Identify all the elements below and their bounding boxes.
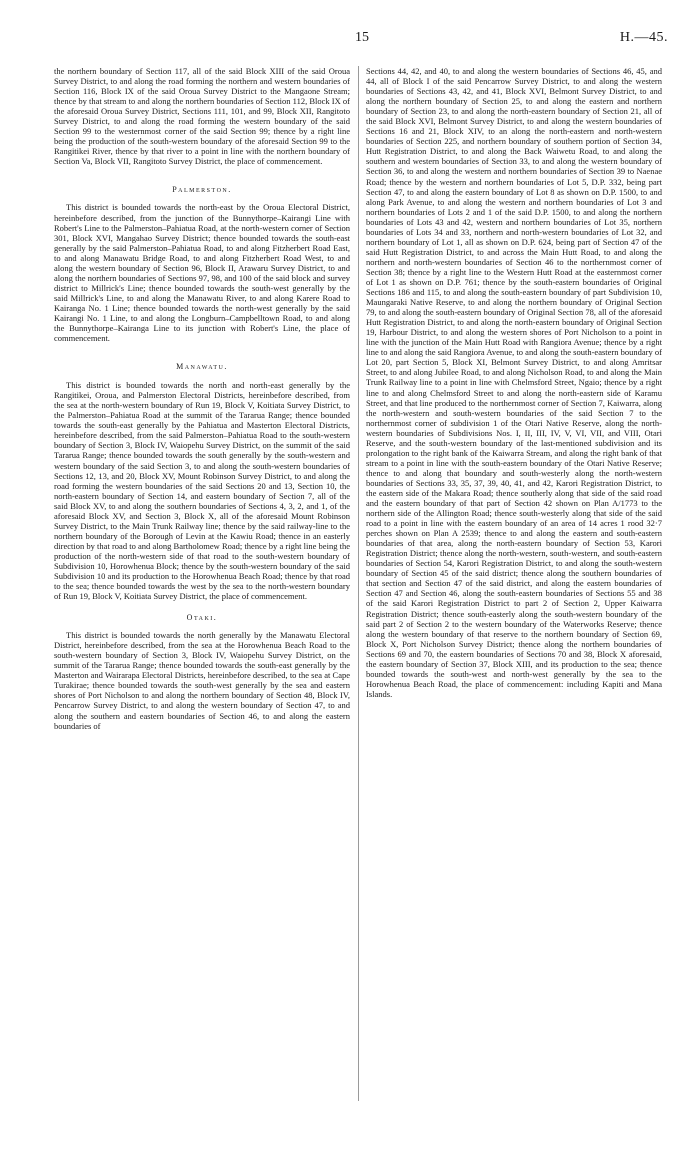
document-reference: H.—45. — [619, 30, 668, 45]
text-columns — [54, 66, 662, 1146]
palmerston-paragraph: This district is bounded towards the north-east by the Oroua Electoral District, hereinbefore described, from the junction of the Bunnythorpe–Kairangi Line with Robert's Line to the Palmerston–Pahiatua Road, at the north-western corner of Section 301, Block XVI, Mangahao Survey District; thence bounded towards the south-east generally by the said Palmerston–Pahiatua Road, to and along Fitzherbert Road East, to and along Manawatu Bridge Road, to and along Fitzherbert Road West, to and along the western boundary of Section 96, Block II, Arawaru Survey District, to and along the northern boundaries of Sections 97, 98, and 100 of the said block and survey district to Millrick's Line; thence bounded towards the south-west generally by the said Millrick's Line, to and along the Manawatu River, to and along Karere Road to Kairanga No. 1 Line; thence bounded towards the north-west generally by the said Kairangi No. 1 Line, to and along the Longburn–Campbelltown Road, to and along the Bunnythorpe–Kairanga Line to its junction with Robert's Line, the place of commencement. — [54, 202, 350, 344]
manawatu-heading: Manawatu. — [176, 362, 228, 372]
page-header — [0, 30, 700, 50]
page-number: 15 — [355, 30, 369, 45]
palmerston-heading: Palmerston. — [172, 185, 232, 195]
column-divider — [358, 66, 359, 1101]
otaki-heading: Otaki. — [186, 613, 218, 623]
left-column — [54, 66, 350, 731]
oroua-continuation-paragraph: the northern boundary of Section 117, all of the said Block XIII of the said Oroua Survey District, to and along the road forming the northern and western boundaries of Section 116, Block IX of the said Oroua Survey District to the Mangaone Stream; thence by that stream to and along the northern boundaries of Section 112, Block IX of the aforesaid Oroua Survey District, Sections 111, 101, and 99, Block XII, Rangitoto Survey District, to and along the road forming the western boundary of the said Section 99 to the westernmost corner of the said Section 99; thence by a right line being the production of the south-western boundary of the aforesaid Section 99 to the Rangitikei River, thence by that river to a point in line with the northern boundary of Section Va, Block VII, Rangitoto Survey District, the place of commencement. — [54, 66, 350, 167]
right-column — [366, 66, 662, 699]
otaki-continuation-paragraph: Sections 44, 42, and 40, to and along the western boundaries of Sections 46, 45, and 44, all of Block I of the said Pencarrow Survey District, to and along the western boundaries of Sections 43, 42, and 41, Block XVI, Belmont Survey District, to and along the northern boundary of Section 25, to and along the eastern and northern boundary of Section 23, to and along the north-eastern boundary of Section 21, all of the said Block XVI, Belmont Survey District, to and along the western boundaries of Sections 16 and 21, Block XIV, to an along the north-eastern and north-western boundaries of Section 225, and northern boundary of southern portion of Section 34, Hutt Registration District, to and along the Back Waiwetu Road, to and along the southern and western boundaries of Section 33, to and along the western boundary of Section 36, to and along the western and northern boundaries of Section 39 to Naenae Road; thence by the western and northern boundaries of Lot 5, D.P. 332, being part Section 47, to and along the eastern boundary of Lot 8 as shown on D.P. 1500, to and along Park Avenue, to and along the western and northern boundaries of Lot 3 and northern boundaries of Lots 2 and 1 of the said D.P. 1500, to and along the northern boundaries of Lots 43 and 42, western and northern boundaries of Lot 35, northern boundaries of Lots 34 and 33, northern and north-western boundaries of Lot 32, and northern boundary of Lot 1, all as shown on D.P. 624, being part of Section 47 of the said Hutt Registration District, to and across the Main Hutt Road, to and along the northern and north-western boundaries of Section 46 to the northernmost corner of Section 38; thence by a right line to the Western Hutt Road at the easternmost corner of Lot 1 as shown on D.P. 761; thence by the south-eastern boundaries of Original Sections 186 and 115, to and along the south-eastern boundary of part Subdivision 10, Maungaraki Native Reserve, to and along the northern boundary of Original Section 79, to and along the south-eastern boundary of Original Section 78, all of the aforesaid Hutt Registration District, to and along the north-eastern boundary of Original Section 19, Harbour District, to and along the western shores of Port Nicholson to a point in line with the junction of the Main Hutt Road with Rangiora Avenue; thence by a right line to and along the said Rangiora Avenue, to and along the south-eastern boundary of Lot 20, part Section 5, Block XI, Belmont Survey District, to and along Amritsar Street, to and along Jubilee Road, to and along Nicholson Road, to and along the Main Trunk Railway line to a point in line with Chelmsford Street, Ngaio; thence by a right line to and along Chelmsford Street to and along the north-eastern side of Karamu Street, and that line produced to the northernmost corner of Section 7, Kaiwarra, along the north-western and south-western boundaries of the said Section 7 to the northernmost corner of subdivision 1 of the Otari Native Reserve, along the north-western boundaries of Subdivisions Nos. I, II, III, IV, V, VI, VII, and VIII, Otari Reserve, and the south-western boundary of the last-mentioned subdivision and its prolongation to the right bank of the Kaiwarra Stream, and along the right bank of that stream to a point in line with the south-eastern boundary of the Otari Native Reserve; thence to and along that boundary and south-westerly along the north-western boundaries of Sections 33, 35, 37, 39, 40, 41, and 42, Karori Registration District, to the eastern side of the Makara Road; thence southerly along that side of the said road and the eastern boundary of that part of Section 42 shown on Plan A/1773 to the northern side of the Allington Road; thence south-westerly along that side of the said road to a point in line with the eastern boundary of an area of 14 acres 1 rood 32·7 perches shown on Plan A 2539; thence to and along the eastern and south-eastern boundaries of that area, along the north-eastern boundary of Section 53, Karori Registration District; thence along the north-western, south-western, and south-eastern boundaries of Section 54, Karori Registration District, to and along the south-western boundary of Section 45 of the said district; thence along the southern boundaries of that section and Section 47 of the said district, and along the eastern boundaries of Section 47 and Section 46, along the south-eastern boundaries of Sections 55 and 38 of the said Karori Registration District to part 2 of Section 2, Upper Kaiwarra Registration District; thence south-easterly along the south-western boundary of the said part 2 of Section 2 to the western boundary of the Waterworks Reserve; thence along the western boundary of that reserve to the northern boundary of Section 69, Block X, Port Nicholson Survey District; thence along the northern boundaries of Sections 69 and 70, the eastern boundaries of Sections 70 and 38, Block X aforesaid, the eastern boundary of Section 37, Block XIII, and its production to the sea; thence bounded towards the south-west and north-west generally by the sea to the Horowhenua Beach Road, the place of commencement: including Kapiti and Mana Islands. — [366, 66, 662, 699]
manawatu-paragraph: This district is bounded towards the north and north-east generally by the Rangitikei, Oroua, and Palmerston Electoral Districts, hereinbefore described, from the sea at the north-western boundary of Run 19, Block V, Koitiata Survey District, to the Palmerston–Pahiatua Road at the summit of the Tararua Range; thence bounded towards the south-east generally by the Pahiatua and Masterton Electoral Districts, hereinbefore described, from the said Palmerston–Pahiatua Road to the south-western boundary of Section 3, Block IV, Waiopehu Survey District, on the summit of the said Tararua Range; thence bounded towards the south generally by the south-western and western boundary of the said Section 3, to and along the south-western boundaries of Sections 12, 13, and 20, Block XV, Mount Robinson Survey District, to and along the road forming the western boundaries of the said Sections 20 and 13, Section 10, the north-eastern boundary of Section 14, and eastern boundary of Section 7, all of the said Block XV, to and along the southern boundaries of Sections 4, 3, 2, and 1, of the aforesaid Block XV, and Section 3, Block X, all of the aforesaid Mount Robinson Survey District, to the Main Trunk Railway line; thence by the said railway-line to the northern boundary of the Borough of Levin at the Kawiu Road; thence in an easterly direction by that road to and along Bartholomew Road; thence by a right line being the production of the north-western side of that road to the south-western boundary of Subdivision 10, Horowhenua Block; thence by the south-western boundary of the said Subdivision 10 and its production to the Horowhenua Beach Road; thence by that road to the sea; thence bounded towards the west by the sea to the north-western boundary of Run 19, Block V, Koitiata Survey District, the place of commencement. — [54, 380, 350, 602]
otaki-paragraph: This district is bounded towards the north generally by the Manawatu Electoral District, hereinbefore described, from the sea at the Horowhenua Beach Road to the south-western boundary of Section 3, Block IV, Waiopehu Survey District, on the summit of the Tararua Range; thence bounded towards the south-east generally by the Masterton and Wairarapa Electoral Districts, hereinbefore described, to the sea at Cape Turakirae; thence bounded towards the south-west generally by the sea and eastern shores of Port Nicholson to and along the northern boundary of Section 48, Block IV, Pencarrow Survey District, to and along the western boundary of Section 47, to and along the southern and eastern boundaries of Section 46, to and along the eastern boundaries of — [54, 630, 350, 731]
